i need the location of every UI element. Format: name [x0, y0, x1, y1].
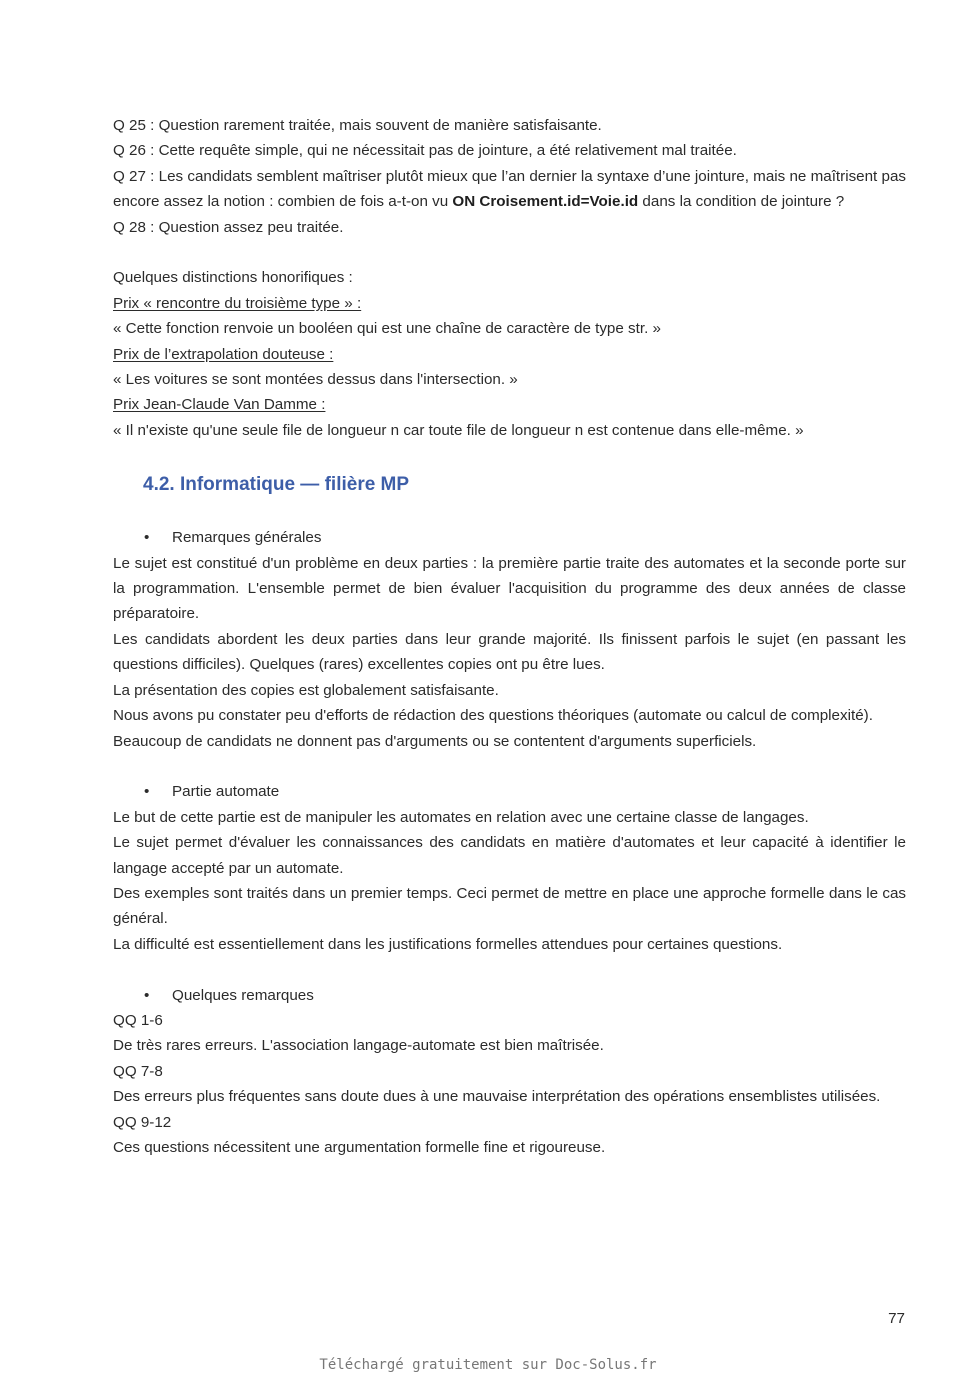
bullet-label: Remarques générales	[172, 529, 322, 547]
awards-title: Quelques distinctions honorifiques :	[113, 269, 353, 287]
bullet-label: Quelques remarques	[172, 986, 314, 1004]
section-heading: 4.2. Informatique — filière MP	[143, 474, 410, 496]
remark-comment: De très rares erreurs. L'association langage-automate est bien maîtrisée.	[113, 1037, 604, 1055]
bullet-icon: •	[144, 783, 150, 801]
document-body	[113, 113, 906, 1160]
general-paragraph: Le sujet est constitué d'un problème en deux parties : la première partie traite des automates et la seconde porte sur la programmation. L'ensemble permet de bien évaluer l'acquisition du programme des deux années de classe préparatoire.	[113, 554, 906, 623]
bullet-icon: •	[144, 986, 150, 1004]
award-quote: « Il n'existe qu'une seule file de longueur n car toute file de longueur n est contenue dans elle-même. »	[113, 421, 804, 439]
award-prize: Prix de l’extrapolation douteuse :	[113, 345, 334, 363]
award-prize: Prix Jean-Claude Van Damme :	[113, 396, 326, 414]
bullet-label: Partie automate	[172, 783, 280, 801]
spacer	[113, 754, 906, 779]
q26-paragraph: Q 26 : Cette requête simple, qui ne nécessitait pas de jointure, a été relativement mal traitée.	[113, 142, 737, 160]
remark-question-range: QQ 1-6	[113, 1011, 163, 1029]
remark-question-range: QQ 9-12	[113, 1113, 172, 1131]
general-paragraph: Nous avons pu constater peu d'efforts de rédaction des questions théoriques (automate ou calcul de complexité).	[113, 707, 873, 725]
download-footer: Téléchargé gratuitement sur Doc-Solus.fr	[319, 1357, 657, 1373]
q28-paragraph: Q 28 : Question assez peu traitée.	[113, 218, 344, 236]
award-quote: « Cette fonction renvoie un booléen qui est une chaîne de caractère de type str. »	[113, 320, 661, 338]
bullet-automate	[113, 779, 906, 804]
bullet-general	[113, 525, 906, 550]
page-number: 77	[888, 1310, 905, 1327]
award-prize: Prix « rencontre du troisième type » :	[113, 294, 362, 312]
bullet-remarks	[113, 983, 906, 1008]
automate-paragraph: La difficulté est essentiellement dans les justifications formelles attendues pour certaines questions.	[113, 935, 783, 953]
general-paragraph: Beaucoup de candidats ne donnent pas d'arguments ou se contentent d'arguments superficiels.	[113, 732, 757, 750]
q27-text-end: dans la condition de jointure ?	[638, 193, 845, 211]
automate-paragraph: Des exemples sont traités dans un premier temps. Ceci permet de mettre en place une approche formelle dans le cas général.	[113, 884, 906, 928]
remark-question-range: QQ 7-8	[113, 1062, 163, 1080]
award-quote: « Les voitures se sont montées dessus dans l'intersection. »	[113, 371, 518, 389]
general-paragraph: Les candidats abordent les deux parties dans leur grande majorité. Ils finissent parfois le sujet (en passant les questions difficiles). Quelques (rares) excellentes copies ont pu être lues.	[113, 630, 906, 674]
general-paragraph: La présentation des copies est globalement satisfaisante.	[113, 681, 499, 699]
q27-code: ON Croisement.id=Voie.id	[452, 193, 639, 211]
q27-text-start: Q 27 : Les candidats semblent maîtriser plutôt mieux que l’an dernier la syntaxe d’une jointure, mais ne maîtrisent pas encore assez la notion : combien de fois a-t-on vu	[113, 167, 906, 211]
remark-comment: Des erreurs plus fréquentes sans doute dues à une mauvaise interprétation des opérations ensemblistes utilisées.	[113, 1088, 881, 1106]
spacer	[113, 957, 906, 982]
automate-paragraph: Le but de cette partie est de manipuler les automates en relation avec une certaine classe de langages.	[113, 808, 809, 826]
q27-paragraph	[113, 164, 906, 215]
bullet-icon: •	[144, 529, 150, 547]
remark-comment: Ces questions nécessitent une argumentation formelle fine et rigoureuse.	[113, 1138, 606, 1156]
spacer	[113, 240, 906, 265]
automate-paragraph: Le sujet permet d'évaluer les connaissances des candidats en matière d'automates et leur capacité à identifier le langage accepté par un automate.	[113, 834, 906, 877]
q25-paragraph: Q 25 : Question rarement traitée, mais souvent de manière satisfaisante.	[113, 117, 602, 134]
